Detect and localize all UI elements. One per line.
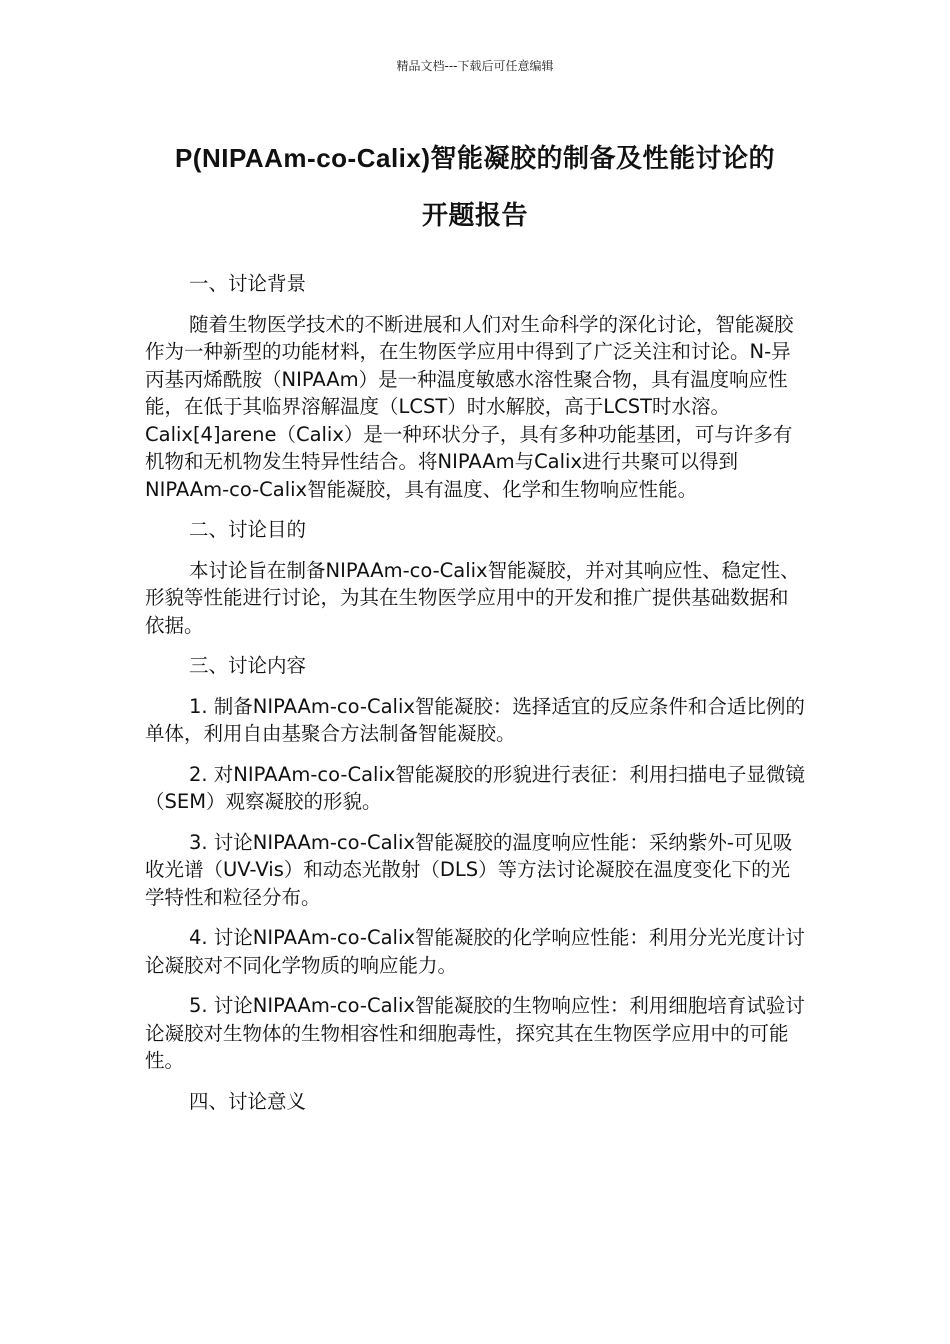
- section-heading-background: 一、讨论背景: [189, 272, 307, 295]
- document-title-line-1: P(NIPAAm-co-Calix)智能凝胶的制备及性能讨论的: [174, 143, 776, 173]
- content-item-4: 4. 讨论NIPAAm-co-Calix智能凝胶的化学响应性能：利用分光光度计讨论凝胶对不同化学物质的响应能力。: [145, 926, 805, 977]
- paragraph-purpose: 本讨论旨在制备NIPAAm-co-Calix智能凝胶，并对其响应性、稳定性、形貌等性能进行讨论，为其在生物医学应用中的开发和推广提供基础数据和依据。: [145, 558, 800, 637]
- section-heading-content: 三、讨论内容: [189, 654, 307, 677]
- content-item-2: 2. 对NIPAAm-co-Calix智能凝胶的形貌进行表征：利用扫描电子显微镜（SEM）观察凝胶的形貌。: [145, 762, 805, 813]
- document-title-line-2: 开题报告: [421, 200, 528, 230]
- document-body: [145, 270, 807, 1128]
- section-heading-significance: 四、讨论意义: [189, 1089, 307, 1113]
- section-heading-purpose: 二、讨论目的: [189, 518, 307, 541]
- content-item-5: 5. 讨论NIPAAm-co-Calix智能凝胶的生物响应性：利用细胞培育试验讨论凝胶对生物体的生物相容性和细胞毒性，探究其在生物医学应用中的可能性。: [145, 994, 805, 1072]
- content-item-1: 1. 制备NIPAAm-co-Calix智能凝胶：选择适宜的反应条件和合适比例的单体，利用自由基聚合方法制备智能凝胶。: [145, 694, 805, 745]
- page-header: 精品文档---下载后可任意编辑: [396, 59, 554, 73]
- content-item-3: 3. 讨论NIPAAm-co-Calix智能凝胶的温度响应性能：采纳紫外-可见吸收光谱（UV-Vis）和动态光散射（DLS）等方法讨论凝胶在温度变化下的光学特性和粒径分布。: [145, 830, 793, 909]
- paragraph-background: 随着生物医学技术的不断进展和人们对生命科学的深化讨论，智能凝胶作为一种新型的功能材料，在生物医学应用中得到了广泛关注和讨论。N-异丙基丙烯酰胺（NIPAAm）是一种温度敏感水溶性聚合物，具有温度响应性能，在低于其临界溶解温度（LCST）时水解胶，高于LCST时水溶。Calix[4]arene（Calix）是一种环状分子，具有多种功能基团，可与许多有机物和无机物发生特异性结合。将NIPAAm与Calix进行共聚可以得到NIPAAm-co-Calix智能凝胶，具有温度、化学和生物响应性能。: [145, 312, 794, 501]
